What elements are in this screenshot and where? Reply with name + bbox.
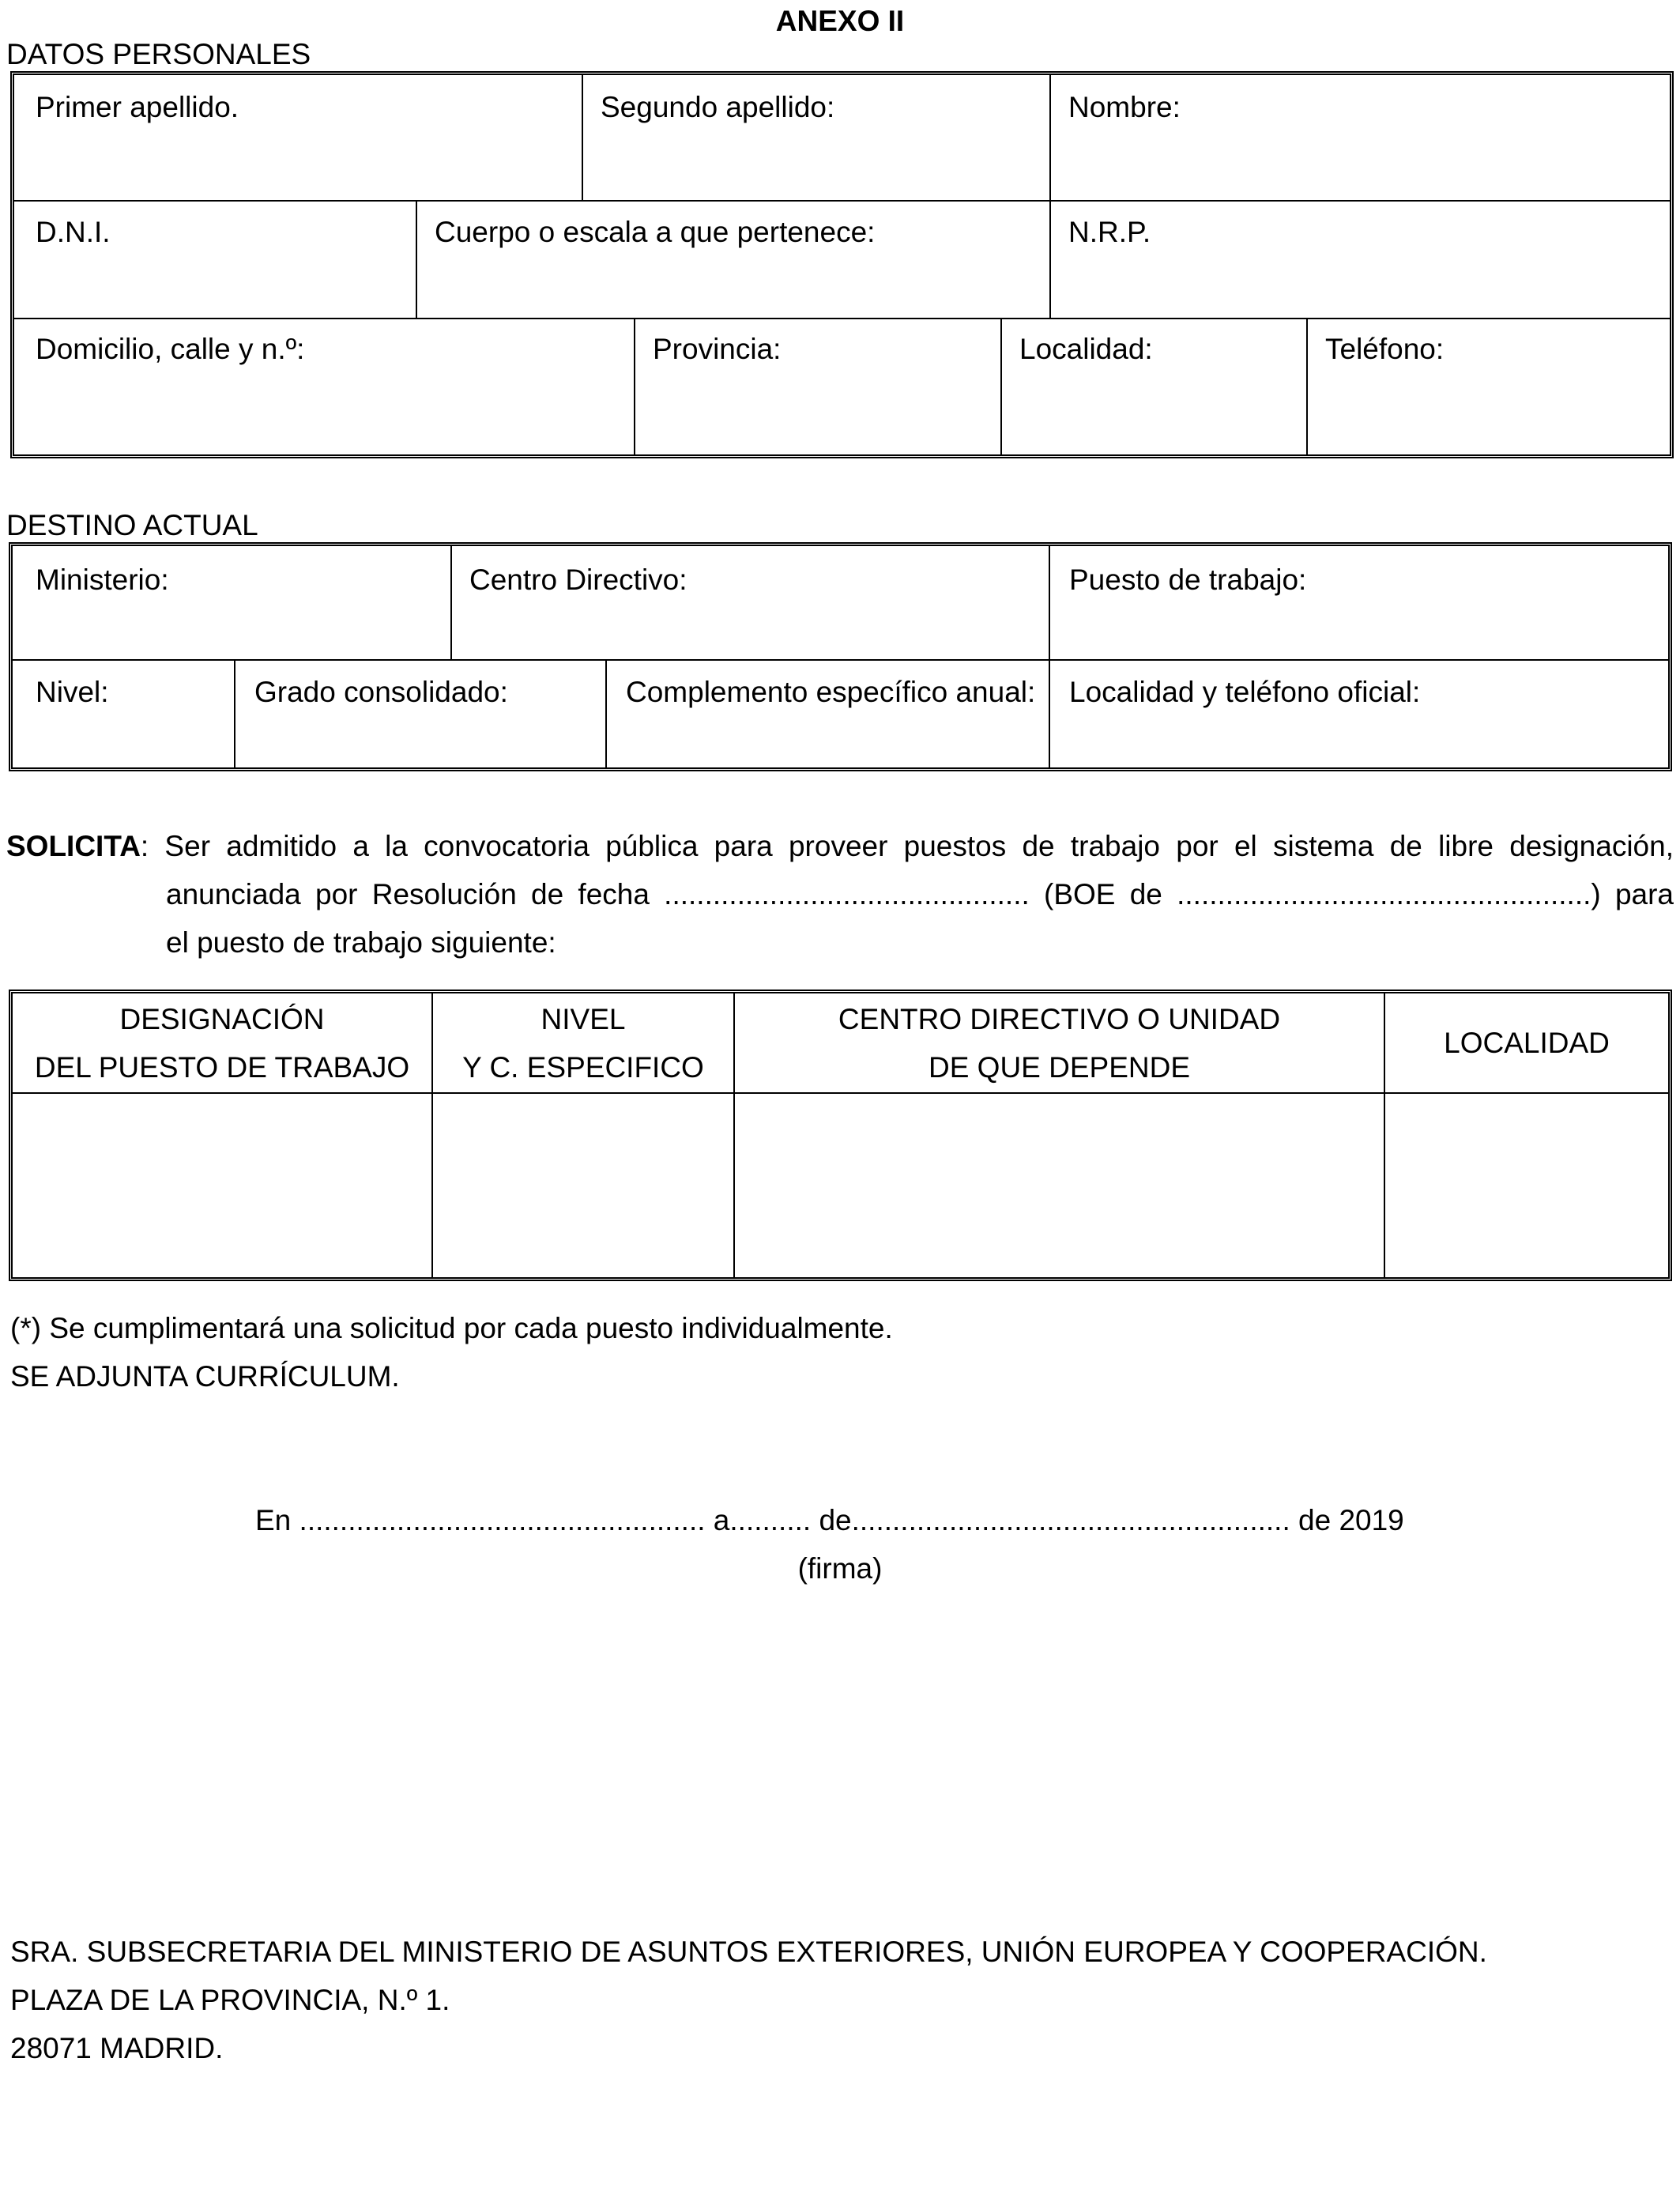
col-divider (234, 659, 235, 767)
cuerpo-field[interactable]: Cuerpo o escala a que pertenece: (435, 216, 876, 248)
puesto-trabajo-field[interactable]: Puesto de trabajo: (1069, 564, 1307, 596)
complemento-field[interactable]: Complemento específico anual: (626, 676, 1036, 708)
nivel-input-cell[interactable] (433, 1094, 733, 1277)
row-divider (14, 318, 1670, 319)
page-title: ANEXO II (775, 5, 905, 37)
designacion-input-cell[interactable] (13, 1094, 431, 1277)
header-designacion (13, 995, 431, 1091)
localidad-telefono-field[interactable]: Localidad y teléfono oficial: (1069, 676, 1421, 708)
nivel-field[interactable]: Nivel: (36, 676, 109, 708)
datos-personales-table (10, 71, 1674, 458)
puesto-table (9, 990, 1672, 1281)
nrp-field[interactable]: N.R.P. (1068, 216, 1151, 248)
localidad-input-cell[interactable] (1385, 1094, 1668, 1277)
row-divider (13, 659, 1668, 661)
solicita-line1: : Ser admitido a la convocatoria pública para proveer puestos de trabajo por el sistema de libre designación, (140, 830, 1674, 862)
centro-input-cell[interactable] (735, 1094, 1384, 1277)
note-solicitud: (*) Se cumplimentará una solicitud por cada puesto individualmente. (10, 1312, 893, 1344)
header-centro-line1: CENTRO DIRECTIVO O UNIDAD (838, 1003, 1281, 1035)
firma-label: (firma) (797, 1552, 883, 1585)
dni-field[interactable]: D.N.I. (36, 216, 111, 248)
date-line[interactable]: En .................................................. a.......... de...................................................... de 2019 (255, 1504, 1404, 1536)
col-divider (1000, 318, 1002, 454)
address-line1: SRA. SUBSECRETARIA DEL MINISTERIO DE ASUNTOS EXTERIORES, UNIÓN EUROPEA Y COOPERACIÓN. (10, 1936, 1487, 1968)
col-divider (582, 75, 583, 200)
solicita-line2: anunciada por Resolución de fecha ............................................. (BOE de ...................................................) para (166, 878, 1674, 910)
localidad-field[interactable]: Localidad: (1019, 333, 1153, 365)
provincia-field[interactable]: Provincia: (653, 333, 782, 365)
solicita-key: SOLICITA (6, 830, 141, 862)
address-line2: PLAZA DE LA PROVINCIA, N.º 1. (10, 1984, 450, 2016)
row-divider (14, 200, 1670, 202)
col-divider (450, 546, 452, 659)
datos-personales-heading: DATOS PERSONALES (6, 38, 311, 70)
col-divider (634, 318, 635, 454)
header-centro-directivo (735, 995, 1384, 1091)
solicita-line3: el puesto de trabajo siguiente: (166, 926, 556, 959)
header-nivel-line2: Y C. ESPECIFICO (462, 1051, 704, 1084)
destino-actual-heading: DESTINO ACTUAL (6, 509, 258, 541)
destino-actual-table (9, 542, 1672, 771)
ministerio-field[interactable]: Ministerio: (36, 564, 169, 596)
domicilio-field[interactable]: Domicilio, calle y n.º: (36, 333, 305, 365)
header-designacion-line1: DESIGNACIÓN (119, 1003, 325, 1035)
header-centro-line2: DE QUE DEPENDE (928, 1051, 1190, 1084)
header-nivel (433, 995, 733, 1091)
col-divider (605, 659, 607, 767)
col-divider (1049, 546, 1050, 767)
header-designacion-line2: DEL PUESTO DE TRABAJO (34, 1051, 410, 1084)
col-divider (1049, 75, 1051, 318)
address-line3: 28071 MADRID. (10, 2032, 224, 2064)
centro-directivo-field[interactable]: Centro Directivo: (469, 564, 687, 596)
col-divider (1306, 318, 1308, 454)
telefono-field[interactable]: Teléfono: (1325, 333, 1445, 365)
solicita-paragraph (6, 822, 1674, 967)
note-curriculum: SE ADJUNTA CURRÍCULUM. (10, 1360, 400, 1393)
primer-apellido-field[interactable]: Primer apellido. (36, 91, 239, 123)
header-localidad: LOCALIDAD (1444, 1027, 1610, 1059)
col-divider (416, 200, 417, 318)
grado-field[interactable]: Grado consolidado: (254, 676, 508, 708)
segundo-apellido-field[interactable]: Segundo apellido: (601, 91, 835, 123)
nombre-field[interactable]: Nombre: (1068, 91, 1181, 123)
header-nivel-line1: NIVEL (541, 1003, 626, 1035)
